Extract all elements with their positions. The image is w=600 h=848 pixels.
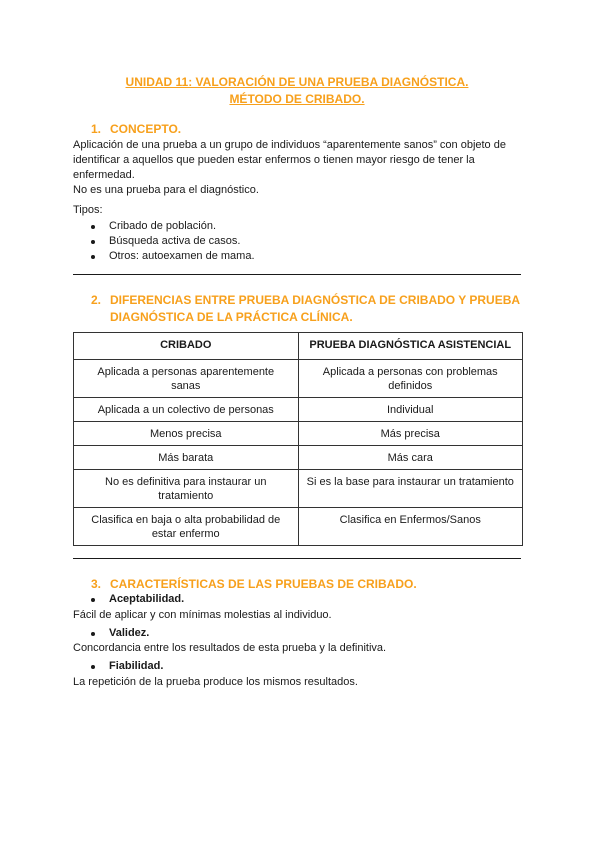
characteristic-description: Concordancia entre los resultados de esta prueba y la definitiva. — [73, 642, 387, 654]
column-header-asistencial: PRUEBA DIAGNÓSTICA ASISTENCIAL — [298, 333, 523, 360]
table-row — [74, 446, 523, 470]
section-2-number: 2. — [91, 293, 102, 307]
table-cell: Si es la base para instaurar un tratamiento — [298, 470, 523, 508]
horizontal-divider — [73, 274, 521, 275]
bullet-icon — [91, 225, 95, 229]
table-cell: Aplicada a personas aparentemente sanas — [74, 360, 299, 398]
table-row — [74, 398, 523, 422]
table-header-row — [74, 333, 523, 360]
section-1-title: CONCEPTO. — [110, 122, 182, 136]
horizontal-divider — [73, 558, 521, 559]
comparison-table — [73, 332, 523, 546]
characteristic-description: La repetición de la prueba produce los mismos resultados. — [73, 676, 358, 688]
section-2-title-line2: DIAGNÓSTICA DE LA PRÁCTICA CLÍNICA. — [110, 310, 353, 324]
types-list-item: Cribado de población. — [73, 219, 255, 234]
table-cell: Clasifica en baja o alta probabilidad de estar enfermo — [74, 508, 299, 546]
bullet-icon — [91, 665, 95, 669]
table-row — [74, 360, 523, 398]
bullet-icon — [91, 255, 95, 259]
table-row — [74, 470, 523, 508]
characteristic-title-aceptabilidad: Aceptabilidad. — [73, 592, 184, 607]
characteristic-title-fiabilidad: Fiabilidad. — [73, 659, 163, 674]
bullet-icon — [91, 632, 95, 636]
section-1-paragraph-2: No es una prueba para el diagnóstico. — [73, 184, 259, 196]
characteristic-description: Fácil de aplicar y con mínimas molestias al individuo. — [73, 609, 332, 621]
table-cell: Más cara — [298, 446, 523, 470]
section-1-paragraph-line2: identificar a aquellos que pueden estar enfermos o tienen mayor riesgo de tener la — [73, 154, 475, 166]
characteristic-title-validez: Validez. — [73, 626, 149, 641]
table-cell: No es definitiva para instaurar un tratamiento — [74, 470, 299, 508]
section-1-heading — [91, 121, 181, 137]
table-row — [74, 422, 523, 446]
table-cell: Individual — [298, 398, 523, 422]
section-2-heading — [91, 292, 520, 308]
types-list — [73, 219, 255, 264]
section-1-paragraph-line3: enfermedad. — [73, 169, 135, 181]
table-cell: Más precisa — [298, 422, 523, 446]
table-cell: Clasifica en Enfermos/Sanos — [298, 508, 523, 546]
section-1-paragraph-line1: Aplicación de una prueba a un grupo de individuos “aparentemente sanos” con objeto de — [73, 139, 506, 151]
table-cell: Más barata — [74, 446, 299, 470]
types-label: Tipos: — [73, 204, 103, 216]
section-3-title: CARACTERÍSTICAS DE LAS PRUEBAS DE CRIBADO. — [110, 577, 417, 591]
table-cell: Aplicada a un colectivo de personas — [74, 398, 299, 422]
document-title-line2: MÉTODO DE CRIBADO. — [229, 92, 365, 106]
section-3-number: 3. — [91, 577, 102, 591]
table-cell: Aplicada a personas con problemas definidos — [298, 360, 523, 398]
section-2-title-line1: DIFERENCIAS ENTRE PRUEBA DIAGNÓSTICA DE CRIBADO Y PRUEBA — [110, 293, 521, 307]
section-1-number: 1. — [91, 122, 102, 136]
table-cell: Menos precisa — [74, 422, 299, 446]
types-list-item: Otros: autoexamen de mama. — [73, 249, 255, 264]
section-3-heading — [91, 576, 417, 592]
document-title-line1: UNIDAD 11: VALORACIÓN DE UNA PRUEBA DIAGNÓSTICA. — [125, 75, 469, 89]
column-header-cribado: CRIBADO — [74, 333, 299, 360]
types-list-item: Búsqueda activa de casos. — [73, 234, 255, 249]
bullet-icon — [91, 598, 95, 602]
table-row — [74, 508, 523, 546]
bullet-icon — [91, 240, 95, 244]
